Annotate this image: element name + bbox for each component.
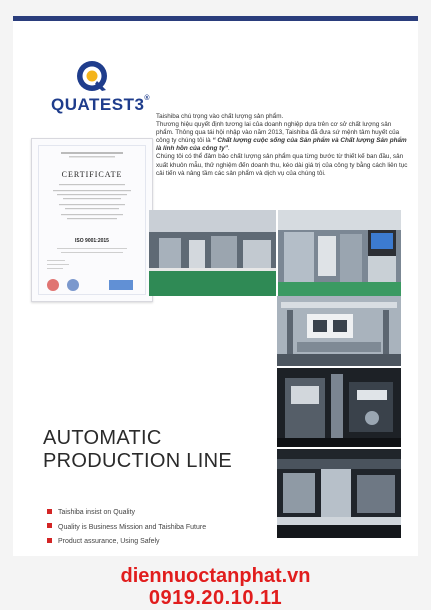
list-item xyxy=(47,506,206,521)
assembly-machine-photo xyxy=(277,296,401,366)
intro-text xyxy=(156,113,409,178)
intro-paragraph-2-lead: Thương hiệu quyết định tương lai của doanh nghiệp dựa trên cơ sở chất lượng sản phẩm. Thông qua tái hội nhập vào năm 2013, Taishiba đã đưa sứ mệnh tâm huyết của công ty chúng tôi là xyxy=(156,121,400,145)
certificate-standard: ISO 9001:2015 xyxy=(75,238,109,244)
certificate-text-lines xyxy=(39,184,145,244)
automatic-production-line-heading xyxy=(43,427,232,473)
list-item xyxy=(47,521,206,536)
red-square-bullet-icon xyxy=(47,509,52,514)
registered-mark: ® xyxy=(144,95,151,102)
phone-number[interactable]: 0919.20.10.11 xyxy=(148,587,283,609)
headline-line-1: AUTOMATIC xyxy=(43,427,162,449)
quatest3-logo xyxy=(51,59,161,135)
bullet-text: Taishiba insist on Quality xyxy=(58,509,136,516)
red-square-bullet-icon xyxy=(47,538,52,543)
brochure-page xyxy=(13,16,418,556)
top-stripe xyxy=(13,16,418,21)
automated-line-illustration xyxy=(277,368,401,447)
quality-bullet-list xyxy=(47,506,206,550)
assembly-machine-illustration xyxy=(277,296,401,366)
headline-line-2: PRODUCTION LINE xyxy=(43,450,232,472)
factory-floor-photo xyxy=(149,210,276,296)
intro-paragraph-3: Chúng tôi có thể đảm bảo chất lượng sản phẩm qua từng bước từ thiết kế ban đầu, sản xuất khuôn mẫu, thử nghiệm đến doanh thu, kéo dài giá trị của công ty bằng cách liên tục cải tiến và nâng tầm các sản phẩm và dịch vụ của chúng tôi. xyxy=(156,153,408,177)
certificate-footer-lines xyxy=(39,248,145,278)
bullet-text: Product assurance, Using Safely xyxy=(58,538,160,546)
company-motto: “ Chất lượng cuộc sống của Sản phẩm và Chất lượng Sản phẩm là linh hồn của công ty” xyxy=(156,137,407,153)
website-text[interactable]: diennuoctanphat.vn xyxy=(120,565,311,587)
factory-floor-illustration xyxy=(149,210,276,296)
production-conveyor-photo xyxy=(277,449,401,538)
iso-certificate xyxy=(31,138,153,302)
certification-seals-icon xyxy=(39,276,145,294)
certificate-frame xyxy=(38,145,146,295)
automated-line-photo xyxy=(277,368,401,447)
control-panel-illustration xyxy=(278,210,401,296)
logo-wordmark xyxy=(51,95,150,115)
red-square-bullet-icon xyxy=(47,523,52,528)
intro-paragraph-2 xyxy=(156,121,409,153)
factory-control-panel-photo xyxy=(278,210,401,296)
production-conveyor-illustration xyxy=(277,449,401,538)
certificate-title: CERTIFICATE xyxy=(61,170,123,179)
bullet-text: Quality is Business Mission and Taishiba Future xyxy=(58,523,207,531)
intro-paragraph-1: Taishiba chú trọng vào chất lượng sản phẩm. xyxy=(156,113,284,120)
logo-name: QUATEST3 xyxy=(51,95,145,114)
quatest-logo-icon xyxy=(75,59,109,93)
certificate-header-graphic xyxy=(39,148,145,168)
list-item xyxy=(47,535,206,550)
intro-paragraph-2-end: . xyxy=(227,145,230,153)
